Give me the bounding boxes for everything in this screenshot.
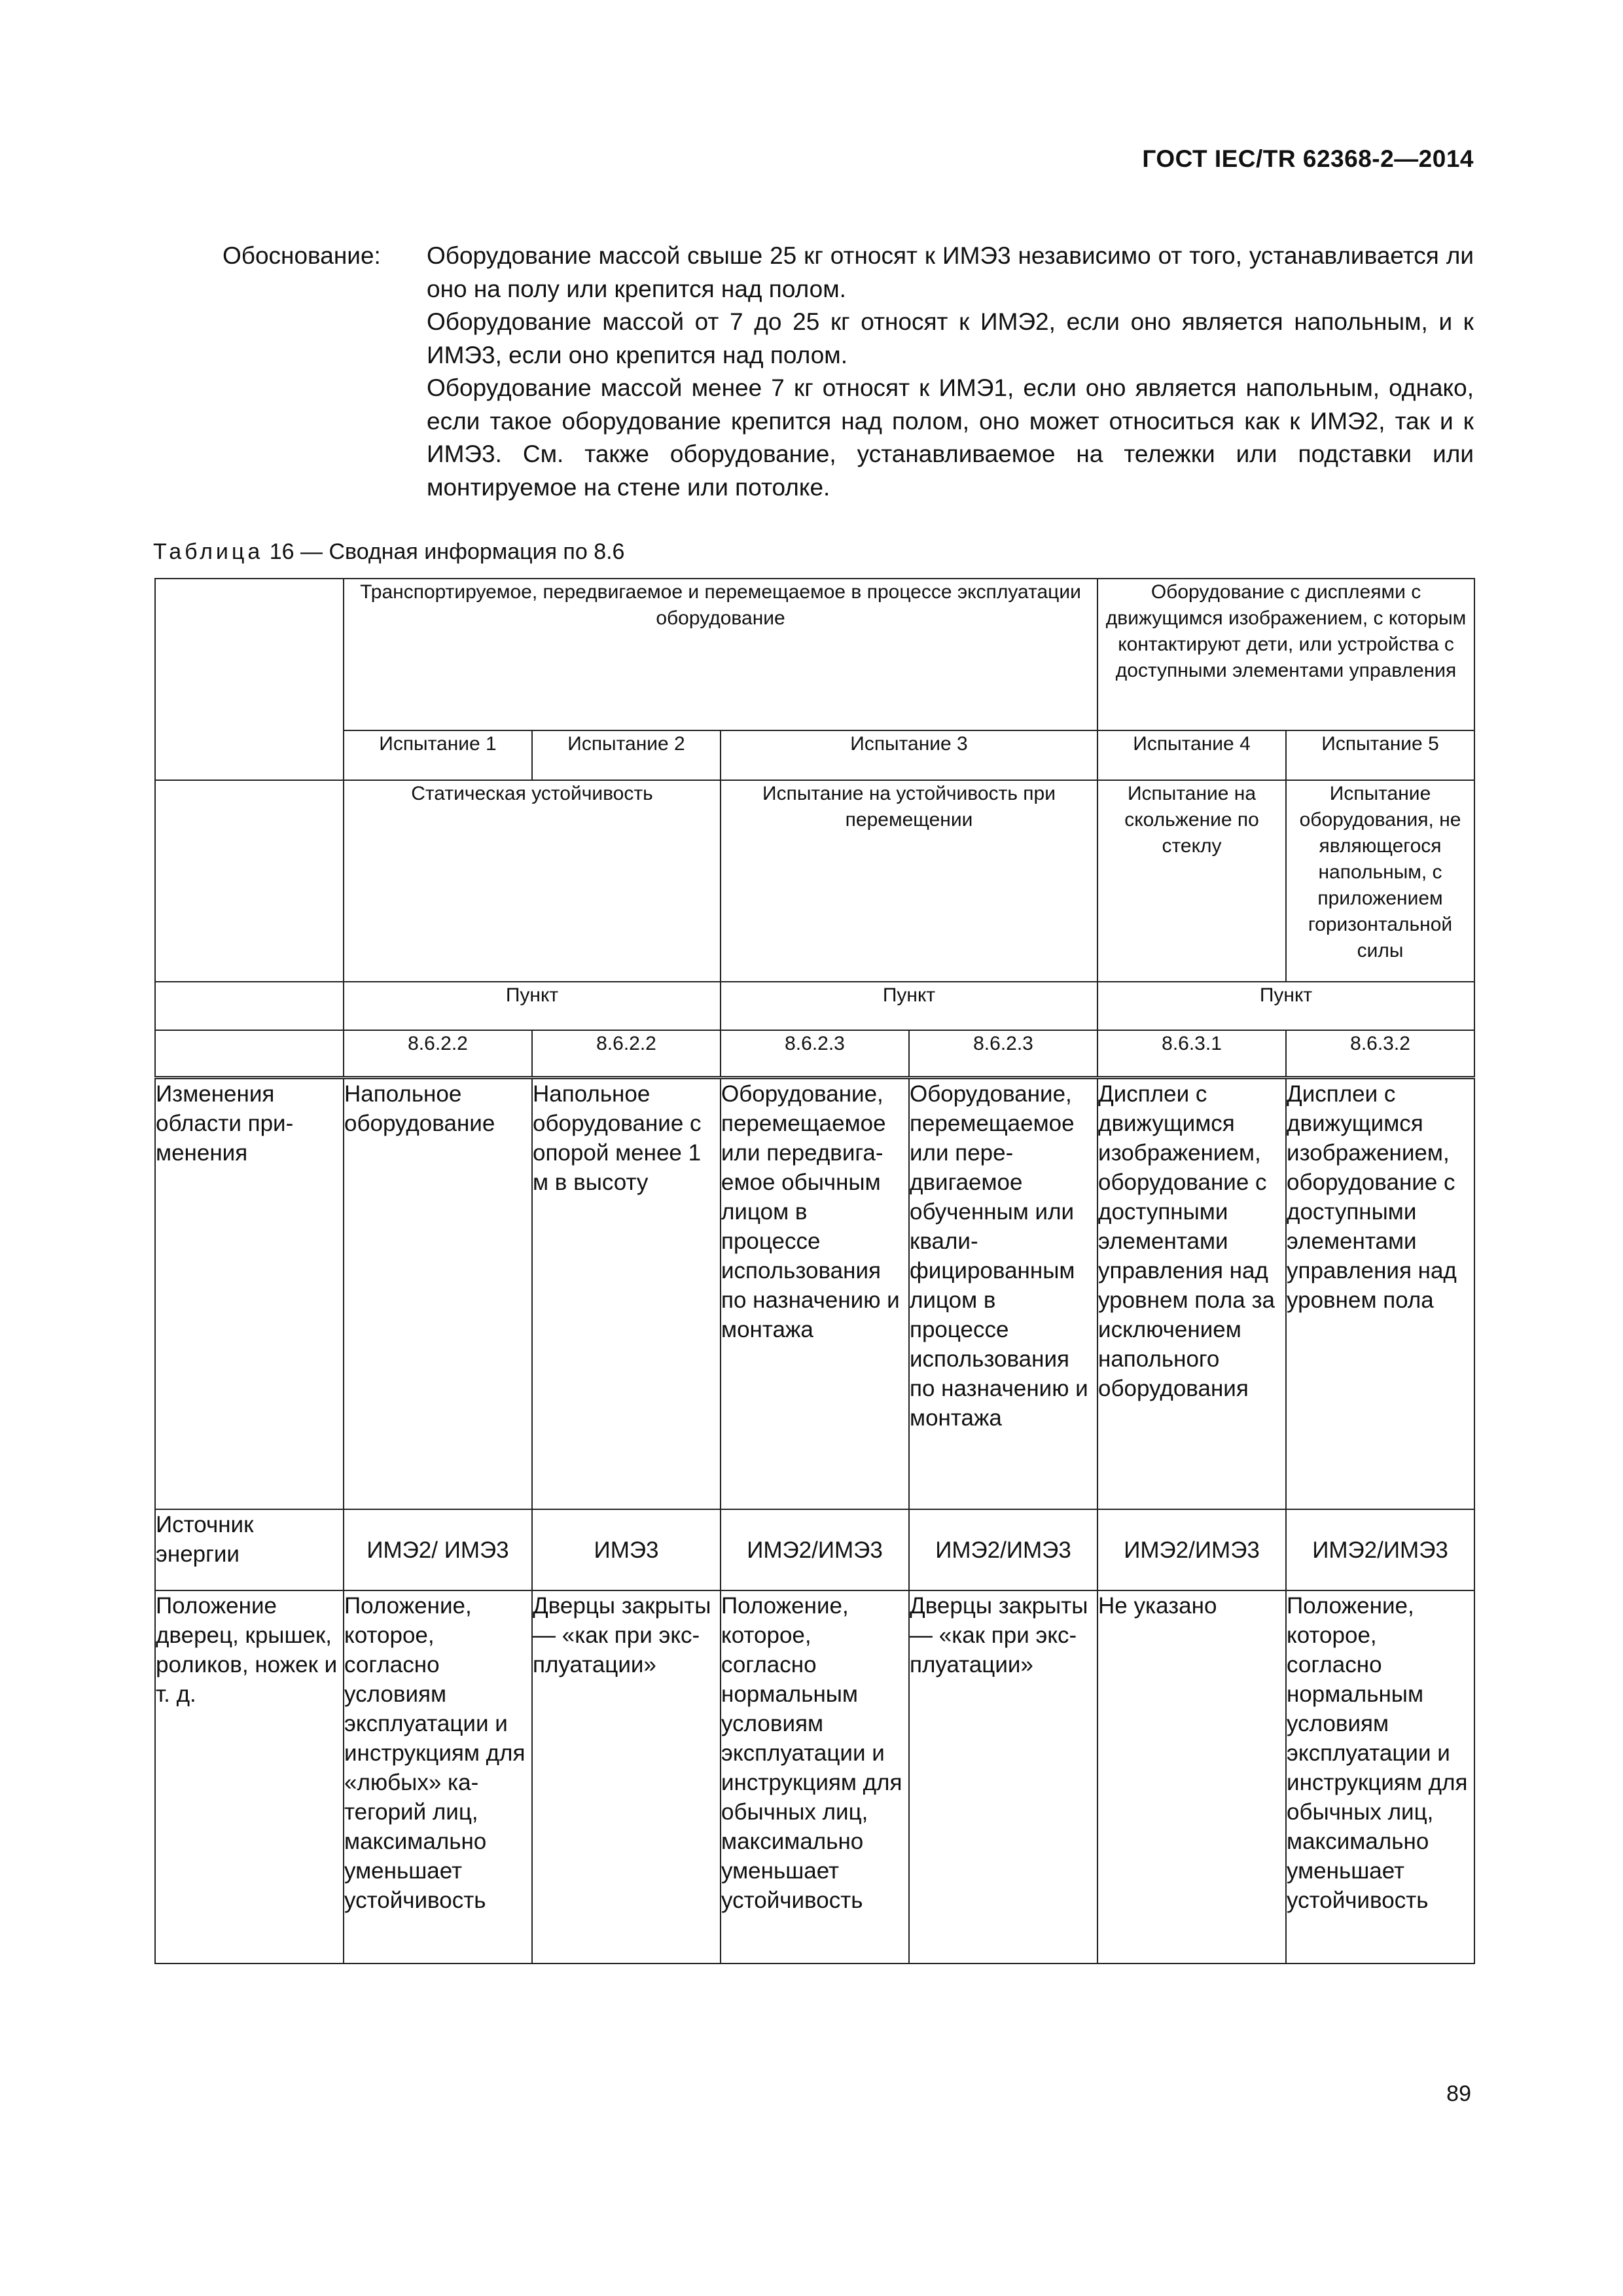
table-cell: Оборудование, перемещаемое или передвигаемое обычным лицом в процессе использования по назначению и монтажа [721, 1077, 909, 1509]
clause-label: Пункт [721, 982, 1097, 1030]
header-test-3: Испытание 3 [721, 730, 1097, 780]
row-label-energy: Источник энергии [155, 1509, 344, 1590]
clause-number: 8.6.3.2 [1286, 1030, 1474, 1077]
table-cell: Не указано [1097, 1590, 1286, 1964]
table-row [155, 1077, 1474, 1509]
table-caption [153, 539, 624, 565]
clause-label: Пункт [1097, 982, 1474, 1030]
header-displays: Оборудование с дисплеями с движущимся изображением, с которым контактируют дети, или устройства с доступными элементами управления [1097, 579, 1474, 730]
row-label-position: Положение дверец, крышек, роликов, ножек и т. д. [155, 1590, 344, 1964]
clause-label: Пункт [344, 982, 721, 1030]
document-code: ГОСТ IEC/TR 62368-2—2014 [1142, 145, 1474, 172]
table-row [155, 780, 1474, 982]
header-test-5: Испытание 5 [1286, 730, 1474, 780]
table-row [155, 1030, 1474, 1077]
test-name-moving: Испытание на устойчивость при перемещении [721, 780, 1097, 982]
justification-paragraph: Оборудование массой от 7 до 25 кг относят к ИМЭ2, если оно является напольным, и к ИМЭ3, если оно крепится над полом. [427, 308, 1474, 368]
justification-body [427, 240, 1474, 504]
clause-number: 8.6.3.1 [1097, 1030, 1286, 1077]
clause-number: 8.6.2.2 [532, 1030, 721, 1077]
table-row [155, 1590, 1474, 1964]
table-row [155, 1509, 1474, 1590]
clause-number: 8.6.2.3 [909, 1030, 1097, 1077]
table-row [155, 730, 1474, 780]
table-caption-prefix: Таблица [153, 539, 264, 564]
table-cell: Дверцы закрыты — «как при эксплуатации» [532, 1590, 721, 1964]
table-cell: Оборудование, перемещаемое или передвигаемое обученным или квалифицированным лицом в процессе использования по назначению и монтажа [909, 1077, 1097, 1509]
justification-label: Обоснование: [223, 242, 381, 269]
header-transported: Транспортируемое, передвигаемое и перемещаемое в процессе эксплуатации оборудование [344, 579, 1097, 730]
table-cell: ИМЭ2/ ИМЭ3 [344, 1509, 532, 1590]
table-row [155, 579, 1474, 730]
header-test-1: Испытание 1 [344, 730, 532, 780]
table-cell: ИМЭ2/ИМЭ3 [909, 1509, 1097, 1590]
table-cell [155, 1030, 344, 1077]
clause-number: 8.6.2.2 [344, 1030, 532, 1077]
page-number: 89 [1446, 2081, 1471, 2106]
row-label-scope: Изменения области применения [155, 1077, 344, 1509]
table-cell: ИМЭ2/ИМЭ3 [1097, 1509, 1286, 1590]
table-cell: Напольное оборудование с опорой менее 1 м в высоту [532, 1077, 721, 1509]
table-cell: ИМЭ3 [532, 1509, 721, 1590]
clause-number: 8.6.2.3 [721, 1030, 909, 1077]
table-cell: Положение, которое, согласно нормальным условиям эксплуатации и инструкциям для обычных лиц, максимально уменьшает устойчивость [1286, 1590, 1474, 1964]
table-cell [155, 579, 344, 780]
table-cell: ИМЭ2/ИМЭ3 [1286, 1509, 1474, 1590]
justification-paragraph: Оборудование массой свыше 25 кг относят к ИМЭ3 независимо от того, устанавливается ли оно на полу или крепится над полом. [427, 242, 1474, 302]
table-cell: Положение, которое, согласно нормальным условиям эксплуатации и инструкциям для обычных лиц, максимально уменьшает устойчивость [721, 1590, 909, 1964]
test-name-glass: Испытание на скольжение по стеклу [1097, 780, 1286, 982]
table-cell: Дисплеи с движущимся изображением, оборудование с доступными элементами управления над уровнем пола за исключением напольного оборудования [1097, 1077, 1286, 1509]
summary-table [154, 578, 1475, 1964]
table-cell: Положение, которое, согласно условиям эксплуатации и инструкциям для «любых» категорий лиц, максимально уменьшает устойчивость [344, 1590, 532, 1964]
header-test-2: Испытание 2 [532, 730, 721, 780]
table-cell: Дверцы закрыты — «как при эксплуатации» [909, 1590, 1097, 1964]
test-name-horizontal: Испытание оборудования, не являющегося напольным, с приложением горизонтальной силы [1286, 780, 1474, 982]
table-row [155, 982, 1474, 1030]
header-test-4: Испытание 4 [1097, 730, 1286, 780]
table-cell [155, 780, 344, 982]
table-caption-text: 16 — Сводная информация по 8.6 [269, 539, 625, 564]
table-cell: ИМЭ2/ИМЭ3 [721, 1509, 909, 1590]
table-cell: Напольное оборудование [344, 1077, 532, 1509]
justification-block [223, 240, 1474, 504]
table-cell [155, 982, 344, 1030]
table-cell: Дисплеи с движущимся изображением, оборудование с доступными элементами управления над уровнем пола [1286, 1077, 1474, 1509]
justification-paragraph: Оборудование массой менее 7 кг относят к ИМЭ1, если оно является напольным, однако, если такое оборудование крепится над полом, оно может относиться как к ИМЭ2, так и к ИМЭ3. См. также оборудование, устанавливаемое на тележки или подставки или монтируемое на стене или потолке. [427, 374, 1474, 501]
test-name-static: Статическая устойчивость [344, 780, 721, 982]
